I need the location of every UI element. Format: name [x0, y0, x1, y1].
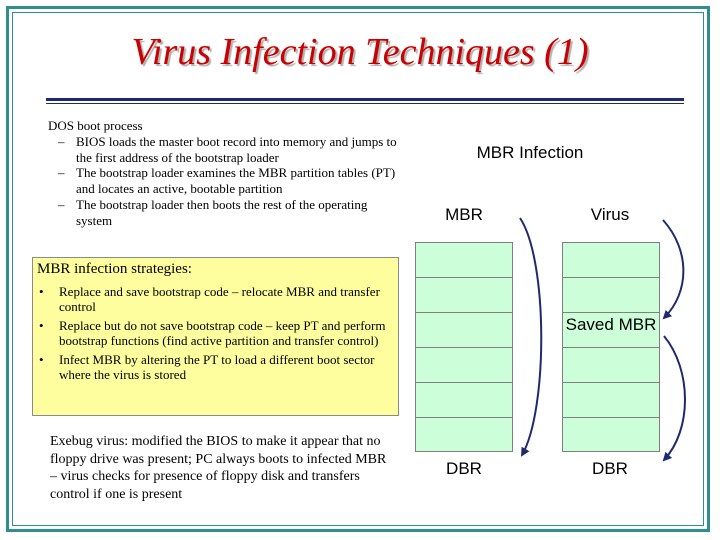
label-saved-mbr: Saved MBR	[565, 315, 657, 334]
dos-step: – The bootstrap loader then boots the rest of the operating system	[58, 196, 368, 228]
slide-title: Virus Infection Techniques (1)	[131, 31, 589, 73]
arrow-saved-mbr-to-dbr	[664, 336, 685, 460]
strategy-text: Replace and save bootstrap code – relocate MBR and transfer control	[59, 283, 380, 314]
arrow-mbr-to-virus	[520, 218, 541, 455]
label-virus: Virus	[590, 205, 630, 224]
arrow-virus-to-saved-mbr	[663, 220, 683, 318]
label-mbr: MBR	[445, 205, 483, 224]
strategy-text: Replace but do not save bootstrap code – keep PT and perform bootstrap functions (find active partition and transfer control)	[59, 317, 386, 348]
strategies-heading: MBR infection strategies:	[37, 261, 192, 277]
exebug-text: modified the BIOS to make it appear that no floppy drive was present; PC always boots to infected MBR – virus checks for presence of floppy disk and transfers control if one is present	[50, 434, 387, 502]
dos-step-text: The bootstrap loader examines the MBR partition tables (PT) and locates an active, bootable partition	[76, 165, 396, 197]
dos-heading: DOS boot process	[48, 118, 143, 133]
strategy-item: • Infect MBR by altering the PT to load a different boot sector where the virus is stored	[39, 351, 375, 382]
dos-step-text: The bootstrap loader then boots the rest of the operating system	[76, 196, 368, 228]
exebug-name: Exebug virus:	[50, 434, 129, 449]
dos-step: – The bootstrap loader examines the MBR partition tables (PT) and locates an active, bootable partition	[58, 165, 396, 197]
diagram-title: MBR Infection	[476, 143, 584, 162]
strategy-item: • Replace and save bootstrap code – relocate MBR and transfer control	[39, 283, 380, 314]
label-dbr-right: DBR	[592, 459, 628, 478]
dos-step-text: BIOS loads the master boot record into memory and jumps to the first address of the bootstrap loader	[76, 133, 397, 165]
dos-step: – BIOS loads the master boot record into memory and jumps to the first address of the bootstrap loader	[58, 133, 397, 165]
strategy-item: • Replace but do not save bootstrap code – keep PT and perform bootstrap functions (find active partition and transfer control)	[39, 317, 386, 348]
label-dbr-left: DBR	[446, 459, 482, 478]
strategy-text: Infect MBR by altering the PT to load a different boot sector where the virus is stored	[59, 351, 375, 382]
